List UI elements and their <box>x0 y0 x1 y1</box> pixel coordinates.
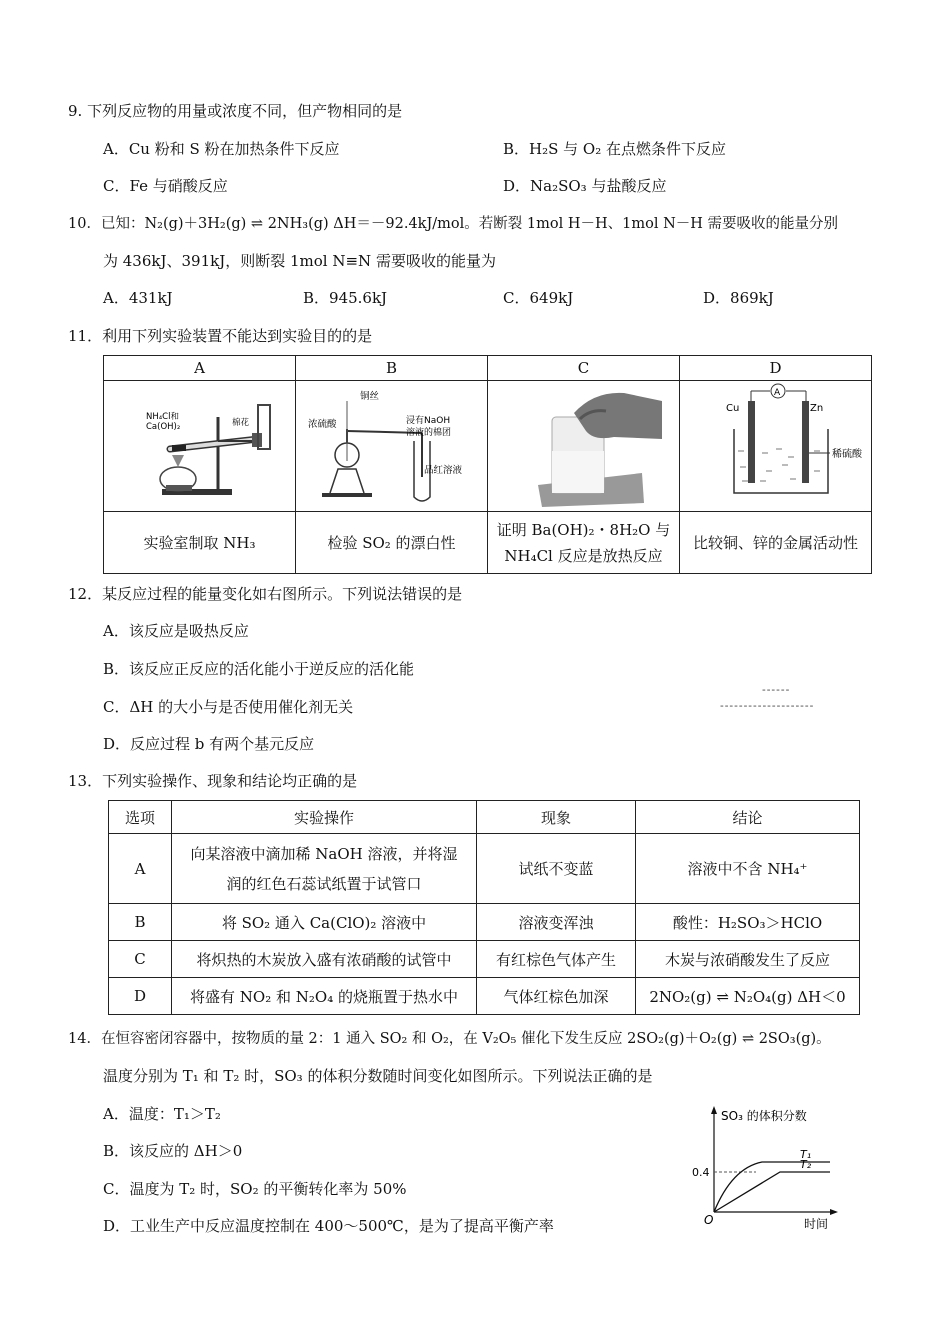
beaker-photo-figure <box>494 381 674 507</box>
q13-row-d-conclusion: 2NO₂(g) ⇌ N₂O₄(g) ΔH＜0 <box>636 978 860 1015</box>
q12-figure-dash-2: -------------------- <box>720 699 815 712</box>
q11-header-a: A <box>104 356 296 381</box>
q11-header-c: C <box>488 356 680 381</box>
y-axis-label: SO₃ 的体积分数 <box>721 1109 807 1123</box>
q10-option-c[interactable]: C．649kJ <box>503 289 574 307</box>
q13-table <box>108 800 860 1015</box>
q13-row-b-operation: 将 SO₂ 通入 Ca(ClO)₂ 溶液中 <box>172 904 477 941</box>
y-axis-arrow <box>711 1106 717 1114</box>
q13-row-a-option: A <box>109 834 172 904</box>
q13-stem: 13．下列实验操作、现象和结论均正确的是 <box>68 772 358 790</box>
q11-b-label-3: 浸有NaOH <box>405 416 450 426</box>
q11-figure-d <box>680 381 872 512</box>
q9-option-c[interactable]: C．Fe 与硝酸反应 <box>103 177 228 195</box>
q13-row-c-operation: 将炽热的木炭放入盛有浓硝酸的试管中 <box>172 941 477 978</box>
q12-option-a[interactable]: A．该反应是吸热反应 <box>103 622 249 640</box>
q13-row-a-operation <box>172 834 477 904</box>
q11-figure-c <box>488 381 680 512</box>
q10-option-d[interactable]: D．869kJ <box>703 289 774 307</box>
table-row <box>109 834 860 904</box>
q13-row-c-option: C <box>109 941 172 978</box>
q11-d-label-acid: 稀硫酸 <box>831 449 862 460</box>
q11-figure-b <box>296 381 488 512</box>
q12-option-c[interactable]: C．ΔH 的大小与是否使用催化剂无关 <box>103 698 354 716</box>
q11-b-label-4: 溶液的棉团 <box>405 428 451 438</box>
q11-table <box>103 355 872 574</box>
q12-stem: 12．某反应过程的能量变化如右图所示。下列说法错误的是 <box>68 585 463 603</box>
ammonia-apparatus-figure <box>110 381 290 507</box>
q11-header-d: D <box>680 356 872 381</box>
so2-apparatus-figure <box>302 381 482 507</box>
q11-header-b: B <box>296 356 488 381</box>
q9-option-d[interactable]: D．Na₂SO₃ 与盐酸反应 <box>503 177 667 195</box>
q12-option-b[interactable]: B．该反应正反应的活化能小于逆反应的活化能 <box>103 660 415 678</box>
q13-row-c-conclusion: 木炭与浓硝酸发生了反应 <box>636 941 860 978</box>
series-line-1 <box>714 1162 830 1212</box>
q13-row-a-conclusion: 溶液中不含 NH₄⁺ <box>636 834 860 904</box>
so3-fraction-chart <box>684 1100 854 1235</box>
q11-purpose-c-line2: NH₄Cl 反应是放热反应 <box>504 546 663 565</box>
q11-figure-a <box>104 381 296 512</box>
q14-stem-line1: 14．在恒容密闭容器中，按物质的量 2：1 通入 SO₂ 和 O₂，在 V₂O₅ 催化下发生反应 2SO₂(g)＋O₂(g) ⇌ 2SO₃(g)。 <box>68 1031 831 1047</box>
table-row <box>109 978 860 1015</box>
q13-header-operation: 实验操作 <box>172 801 477 834</box>
q11-purpose-b: 检验 SO₂ 的漂白性 <box>296 512 488 574</box>
q11-a-label-3: 棉花 <box>231 418 249 428</box>
q13-header-conclusion: 结论 <box>636 801 860 834</box>
q10-stem-line1: 10．已知：N₂(g)＋3H₂(g) ⇌ 2NH₃(g) ΔH＝－92.4kJ/mol。若断裂 1mol H－H、1mol N－H 需要吸收的能量分别 <box>68 216 839 232</box>
q13-row-a-operation-line1: 向某溶液中滴加稀 NaOH 溶液，并将湿 <box>190 844 458 863</box>
q13-row-c-phenomenon: 有红棕色气体产生 <box>477 941 636 978</box>
q13-row-a-operation-line2: 润的红色石蕊试纸置于试管口 <box>226 874 422 893</box>
q13-row-a-phenomenon: 试纸不变蓝 <box>477 834 636 904</box>
series-line-2 <box>714 1172 830 1212</box>
table-row <box>109 941 860 978</box>
q12-figure-dash-1: ------ <box>762 683 791 696</box>
q11-a-label-2: Ca(OH)₂ <box>145 422 180 432</box>
q14-option-a[interactable]: A．温度：T₁＞T₂ <box>103 1105 221 1123</box>
origin-label: O <box>704 1213 714 1227</box>
q11-b-label-5: 品红溶液 <box>423 465 462 476</box>
q11-purpose-d: 比较铜、锌的金属活动性 <box>680 512 872 574</box>
q11-purpose-a: 实验室制取 NH₃ <box>104 512 296 574</box>
q11-d-label-cu: Cu <box>725 403 739 414</box>
q10-stem-line2: 为 436kJ、391kJ，则断裂 1mol N≡N 需要吸收的能量为 <box>103 252 496 270</box>
y-tick-label: 0.4 <box>692 1166 710 1179</box>
q11-a-label-1: NH₄Cl和 <box>145 412 179 422</box>
q11-purpose-c-line1: 证明 Ba(OH)₂・8H₂O 与 <box>496 520 671 539</box>
q9-option-b[interactable]: B．H₂S 与 O₂ 在点燃条件下反应 <box>503 140 727 158</box>
q13-header-option: 选项 <box>109 801 172 834</box>
q14-option-d[interactable]: D．工业生产中反应温度控制在 400～500℃，是为了提高平衡产率 <box>103 1217 554 1235</box>
q9-stem: 9. 下列反应物的用量或浓度不同，但产物相同的是 <box>68 102 403 120</box>
galvanic-cell-figure <box>686 381 866 507</box>
q13-header-phenomenon: 现象 <box>477 801 636 834</box>
q12-option-d[interactable]: D．反应过程 b 有两个基元反应 <box>103 735 315 753</box>
table-row <box>109 904 860 941</box>
q14-option-b[interactable]: B．该反应的 ΔH＞0 <box>103 1142 243 1160</box>
q13-row-b-conclusion: 酸性：H₂SO₃＞HClO <box>636 904 860 941</box>
q14-stem-line2: 温度分别为 T₁ 和 T₂ 时，SO₃ 的体积分数随时间变化如图所示。下列说法正确的是 <box>103 1067 653 1085</box>
x-axis-label: 时间 <box>804 1217 829 1231</box>
q11-d-ammeter-label: A <box>773 388 780 398</box>
q11-b-label-2: 浓硫酸 <box>307 419 337 430</box>
series-label-1: T₁ <box>800 1148 812 1161</box>
q13-row-d-option: D <box>109 978 172 1015</box>
q11-purpose-c <box>488 512 680 574</box>
q10-option-a[interactable]: A．431kJ <box>103 289 173 307</box>
q13-row-b-phenomenon: 溶液变浑浊 <box>477 904 636 941</box>
q13-row-b-option: B <box>109 904 172 941</box>
x-axis-arrow <box>830 1209 838 1215</box>
q11-d-label-zn: Zn <box>809 403 823 414</box>
q10-option-b[interactable]: B．945.6kJ <box>303 289 388 307</box>
q13-row-d-phenomenon: 气体红棕色加深 <box>477 978 636 1015</box>
q13-row-d-operation: 将盛有 NO₂ 和 N₂O₄ 的烧瓶置于热水中 <box>172 978 477 1015</box>
q14-option-c[interactable]: C．温度为 T₂ 时，SO₂ 的平衡转化率为 50% <box>103 1180 407 1198</box>
q11-stem: 11．利用下列实验装置不能达到实验目的的是 <box>68 327 373 345</box>
series-label-2: T₂ <box>800 1158 812 1171</box>
q9-option-a[interactable]: A．Cu 粉和 S 粉在加热条件下反应 <box>103 140 340 158</box>
q11-b-label-1: 铜丝 <box>359 391 379 402</box>
